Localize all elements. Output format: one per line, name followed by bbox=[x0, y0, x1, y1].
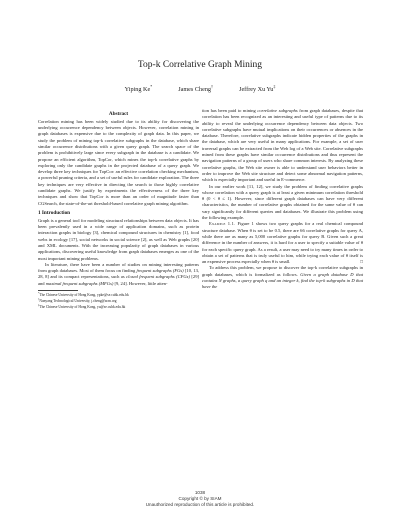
reproduction-notice: Unauthorized reproduction of this article is prohibited. bbox=[145, 502, 255, 507]
abstract-heading: Abstract bbox=[108, 111, 129, 117]
page-number: 1038 bbox=[194, 490, 206, 495]
right-column bbox=[202, 108, 363, 291]
body-paragraph: tion has been paid to mining correlative subgraphs from graph databases, despite that correlation has been recognized as an interesting and useful type of patterns due to its ability to reveal the underlying occurrence dependency between data objects. Two correlative subgraphs have mutual implications on their occurrences or absences in the database. Therefore, correlative subgraphs indicate hidden properties of the graphs in the database, which are very useful in many applications. For example, a set of user traversal graphs can be extracted from the Web log of a Web site. Correlative subgraphs mined from these graphs have similar occurrence distributions and thus represent the navigation patterns of a group of users who share common interests. By analyzing these correlative graphs, the Web site owner is able to understand user behaviors better in order to improve the Web site structure and detect some abnormal navigation patterns, which is especially important and useful in E-commerce. bbox=[202, 108, 363, 183]
abstract-text: Correlation mining has been widely studied due to its ability for discovering the underlying occurrence dependency between objects. However, correlation mining in graph databases is expensive due to the complexity of graph data. In this paper, we study the problem of mining top-k correlative subgraphs in the database, which share similar occurrence distributions with a given query graph. The search space of the problem is prohibitively large since every subgraph in the database is a candidate. We propose an efficient algorithm, TopCor, which mines the top-k correlative graphs by exploring only the candidate graphs in the projected database of a query graph. We develop three key techniques for TopCor: an effective correlation checking mechanism, a powerful pruning criteria, and a set of useful rules for candidate exploration. The three key techniques are very effective in directing the search to those highly correlative candidate graphs. We justify by experiments the effectiveness of the three key techniques and show that TopCor is more than an order of magnitude faster than CGSearch, the state-of-the-art threshold-based correlative graph mining algorithm. bbox=[38, 118, 199, 206]
footnote: *The Chinese University of Hong Kong, ypke@se.cuhk.edu.hk bbox=[38, 292, 129, 298]
paper-title: Top-k Correlative Graph Mining bbox=[137, 60, 263, 70]
footnote: †Nanyang Technological University, j.cheng@acm.org bbox=[38, 298, 117, 304]
author: Yiping Ke* bbox=[124, 84, 153, 94]
left-column bbox=[38, 111, 199, 310]
intro-paragraph: Graph is a general tool for modeling structural relationships between data objects. It has been prevalently used in a wide range of application domains, such as protein interaction graphs in biology [3], chemical compound structures in chemistry [1], food webs in ecology [17], social networks in social science [2], as well as Web graphs [20] and XML documents. With the increasing popularity of graph databases in various applications, discovering useful knowledge from graph databases emerges as one of the most important mining problems. bbox=[38, 217, 199, 261]
footnote-rule bbox=[38, 290, 78, 291]
footnote: ‡The Chinese University of Hong Kong, yu@se.cuhk.edu.hk bbox=[38, 303, 126, 310]
author-list bbox=[0, 84, 400, 93]
copyright-line: Copyright © by SIAM bbox=[178, 496, 222, 501]
body-paragraph: In our earlier work [11, 12], we study the problem of finding correlative graphs whose correlation with a query graph is at least a given minimum correlation threshold θ (0 < θ ≤ 1). However, since different graph databases can have very different characteristics, the number of correlative graphs obtained for the same value of θ can vary significantly for different queries and databases. We illustrate this problem using the following example. bbox=[202, 183, 363, 221]
author: Jeffrey Xu Yu‡ bbox=[239, 84, 276, 94]
page-footer bbox=[0, 490, 400, 508]
intro-paragraph: In literature, there have been a number of studies on mining interesting patterns from graph databases. Most of them focus on finding frequent subgraphs (FGs) [10, 13, 28, 8] and its compact representations, such as closed frequent subgraphs (CFGs) [29] and maximal frequent subgraphs (MFGs) [9, 24]. However, little atten- bbox=[38, 261, 199, 286]
footnotes bbox=[38, 292, 199, 310]
body-paragraph: To address this problem, we propose to discover the top-k correlative subgraphs in graph databases, which is formalized as follows. Given a graph database D that contains N graphs, a query graph q and an integer k, find the top-k subgraphs in D that have the bbox=[202, 265, 364, 290]
example-paragraph: Example 1.1. Figure 1 shows two query graphs for a real chemical compound structure database. When θ is set to be 0.5, there are 66 correlative graphs for query A, while there are as many as 5,000 correlative graphs for query B. Given such a great difference in the number of answers, it is hard for a user to specify a suitable value of θ for each specific query graph. As a result, a user may need to try many times in order to obtain a set of patterns that is truly useful to him, while trying each value of θ itself is an expensive process especially when θ is small. □ bbox=[202, 221, 364, 265]
author: James Cheng† bbox=[178, 84, 214, 94]
section-heading-introduction: 1 Introduction bbox=[38, 209, 71, 216]
